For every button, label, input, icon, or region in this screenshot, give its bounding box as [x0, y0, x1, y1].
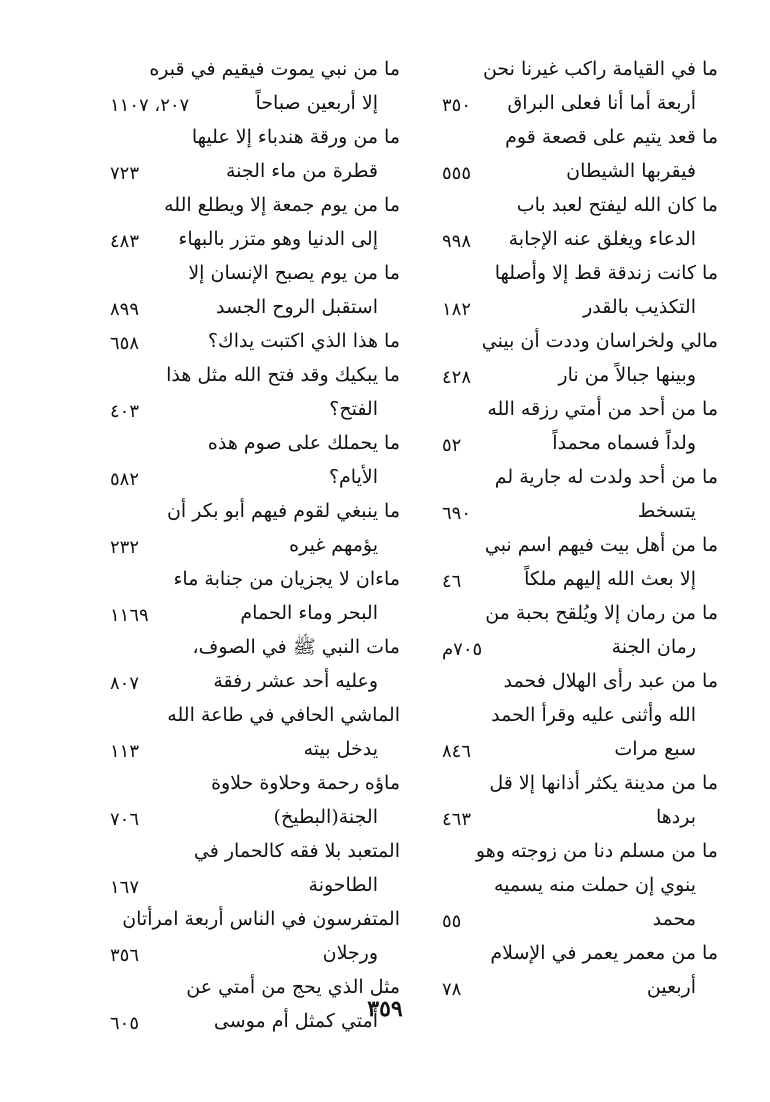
entry-text: مثل الذي يحج من أمتي عن	[186, 976, 400, 998]
entry-page-number: ٨٩٩	[110, 299, 140, 320]
right-column	[428, 52, 718, 1004]
entry-text: مالي ولخراسان وددت أن بيني	[481, 330, 718, 352]
entry-page-number: ٧٢٣	[110, 163, 140, 184]
entry-page-number: ٢٠٧، ١١٠٧	[110, 95, 190, 116]
entry-page-number: ٤٢٨	[442, 367, 472, 388]
entry-page-number: ٤٨٣	[110, 231, 140, 252]
index-entry	[110, 324, 400, 358]
entry-text-continuation: الفتح؟	[329, 398, 378, 420]
index-entry	[428, 936, 718, 1004]
entry-text: ما كانت زندقة قط إلا وأصلها	[494, 262, 718, 284]
entry-text-continuation: فيقربها الشيطان	[566, 160, 696, 182]
entry-text: ما من أحد من أمتي رزقه الله	[487, 398, 718, 420]
entry-text-continuation: أمتي كمثل أم موسى	[213, 1010, 378, 1032]
index-entry	[428, 596, 718, 664]
entry-text: ما في القيامة راكب غيرنا نحن	[482, 58, 718, 80]
entry-text-continuation: الجنة(البطيخ)	[273, 806, 378, 828]
entry-text: المتفرسون في الناس أربعة امرأتان	[122, 908, 400, 930]
entry-text-continuation: ولداً فسماه محمداً	[552, 432, 696, 454]
entry-text-continuation: البحر وماء الحمام	[240, 602, 378, 624]
entry-text: ما من عبد رأى الهلال فحمد	[503, 670, 718, 692]
entry-text: ما ينبغي لقوم فيهم أبو بكر أن	[166, 500, 400, 522]
page-number: ٣٥٩	[367, 996, 403, 1022]
entry-page-number: ٦٥٨	[110, 333, 140, 354]
entry-text: ما من أهل بيت فيهم اسم نبي	[484, 534, 718, 556]
entry-text: المتعبد بلا فقه كالحمار في	[193, 840, 400, 862]
entry-text-continuation: الأيام؟	[328, 466, 378, 488]
index-entry	[110, 426, 400, 494]
index-entry	[110, 834, 400, 902]
index-entry	[110, 698, 400, 766]
entry-text-continuation: وبينها جبالاً من نار	[558, 364, 696, 386]
index-entry	[110, 766, 400, 834]
entry-page-number: ٢٣٢	[110, 537, 140, 558]
entry-text: ما من يوم يصبح الإنسان إلا	[188, 262, 400, 284]
entry-text-continuation: إلا أربعين صباحاً	[255, 92, 378, 114]
entry-text-continuation: إلى الدنيا وهو متزر بالبهاء	[178, 228, 378, 250]
entry-text-continuation: قطرة من ماء الجنة	[225, 160, 378, 182]
entry-page-number: ٨٠٧	[110, 673, 140, 694]
index-entry	[428, 120, 718, 188]
index-entry	[428, 460, 718, 528]
entry-text-continuation: سبع مرات	[614, 738, 696, 760]
entry-text-continuation: التكذيب بالقدر	[583, 296, 696, 318]
entry-text-continuation: يدخل بيته	[303, 738, 378, 760]
entry-text: ما من ورقة هندباء إلا عليها	[191, 126, 400, 148]
entry-text: ماءان لا يجزيان من جنابة ماء	[173, 568, 400, 590]
entry-text: ما كان الله ليفتح لعبد باب	[516, 194, 718, 216]
entry-text: الماشي الحافي في طاعة الله	[167, 704, 400, 726]
entry-text-continuation: رمان الجنة	[611, 636, 696, 658]
entry-page-number: ٧٠٥م	[442, 639, 483, 660]
index-entry	[428, 528, 718, 596]
entry-text-continuation: استقبل الروح الجسد	[216, 296, 378, 318]
entry-text-continuation: يتسخط	[637, 500, 696, 522]
entry-page-number: ٥٥	[442, 911, 462, 932]
entry-text: ما من معمر يعمر في الإسلام	[490, 942, 718, 964]
entry-text-continuation: أربعة أما أنا فعلى البراق	[507, 92, 696, 114]
entry-page-number: ٥٥٥	[442, 163, 472, 184]
entry-page-number: ١١٦٩	[110, 605, 149, 626]
entry-page-number: ٦٠٥	[110, 1013, 140, 1034]
entry-text: ما يبكيك وقد فتح الله مثل هذا	[166, 364, 400, 386]
left-column	[110, 52, 400, 1038]
entry-text: ما يحملك على صوم هذه	[207, 432, 400, 454]
entry-text: ما من مسلم دنا من زوجته وهو	[475, 840, 718, 862]
index-entry	[428, 392, 718, 460]
entry-text: ما قعد يتيم على قصعة قوم	[505, 126, 718, 148]
entry-text-continuation: ينوي إن حملت منه يسميه	[493, 874, 696, 896]
entry-page-number: ٧٠٦	[110, 809, 140, 830]
index-entry	[428, 664, 718, 766]
entry-text-continuation: الطاحونة	[308, 874, 378, 896]
entry-text: مات النبي ﷺ في الصوف،	[192, 636, 400, 658]
entry-text-continuation: يؤمهم غيره	[289, 534, 378, 556]
entry-page-number: ٤٠٣	[110, 401, 140, 422]
entry-page-number: ١٨٢	[442, 299, 472, 320]
entry-page-number: ٦٩٠	[442, 503, 472, 524]
index-entry	[428, 188, 718, 256]
entry-page-number: ٤٦٣	[442, 809, 472, 830]
entry-text: ما من مدينة يكثر أذانها إلا قل	[489, 772, 718, 794]
entry-page-number: ٣٥٠	[442, 95, 472, 116]
index-entry	[110, 52, 400, 120]
entry-text-continuation: وعليه أحد عشر رفقة	[213, 670, 378, 692]
entry-text: ما من يوم جمعة إلا ويطلع الله	[164, 194, 400, 216]
index-entry	[110, 120, 400, 188]
entry-text: ماؤه رحمة وحلاوة حلاوة	[211, 772, 400, 794]
entry-text-continuation: ورجلان	[322, 942, 378, 964]
entry-text-continuation: بردها	[655, 806, 696, 828]
index-entry	[428, 256, 718, 324]
entry-text: ما هذا الذي اكتبت يداك؟	[207, 330, 400, 352]
index-entry	[110, 256, 400, 324]
index-entry	[428, 766, 718, 834]
index-entry	[428, 52, 718, 120]
entry-page-number: ٨٤٦	[442, 741, 472, 762]
entry-page-number: ٧٨	[442, 979, 462, 1000]
entry-text: ما من نبي يموت فيقيم في قبره	[149, 58, 400, 80]
index-entry	[428, 834, 718, 936]
index-entry	[110, 630, 400, 698]
entry-page-number: ٤٦	[442, 571, 462, 592]
index-entry	[110, 562, 400, 630]
entry-text: ما من رمان إلا ويُلقح بحبة من	[485, 602, 718, 624]
entry-page-number: ١١٣	[110, 741, 140, 762]
index-entry	[110, 188, 400, 256]
entry-text-continuation: محمد	[652, 908, 696, 930]
index-entry	[110, 358, 400, 426]
entry-page-number: ١٦٧	[110, 877, 140, 898]
entry-text-continuation: إلا بعث الله إليهم ملكاً	[524, 568, 696, 590]
entry-page-number: ٩٩٨	[442, 231, 472, 252]
entry-page-number: ٥٨٢	[110, 469, 140, 490]
entry-text-continuation: أربعين	[646, 976, 696, 998]
entry-page-number: ٣٥٦	[110, 945, 140, 966]
index-entry	[110, 494, 400, 562]
index-entry	[428, 324, 718, 392]
index-entry	[110, 902, 400, 970]
entry-text-continuation: الدعاء ويغلق عنه الإجابة	[508, 228, 696, 250]
entry-text-continuation: الله وأثنى عليه وقرأ الحمد	[491, 704, 696, 726]
entry-page-number: ٥٢	[442, 435, 462, 456]
entry-text: ما من أحد ولدت له جارية لم	[494, 466, 718, 488]
